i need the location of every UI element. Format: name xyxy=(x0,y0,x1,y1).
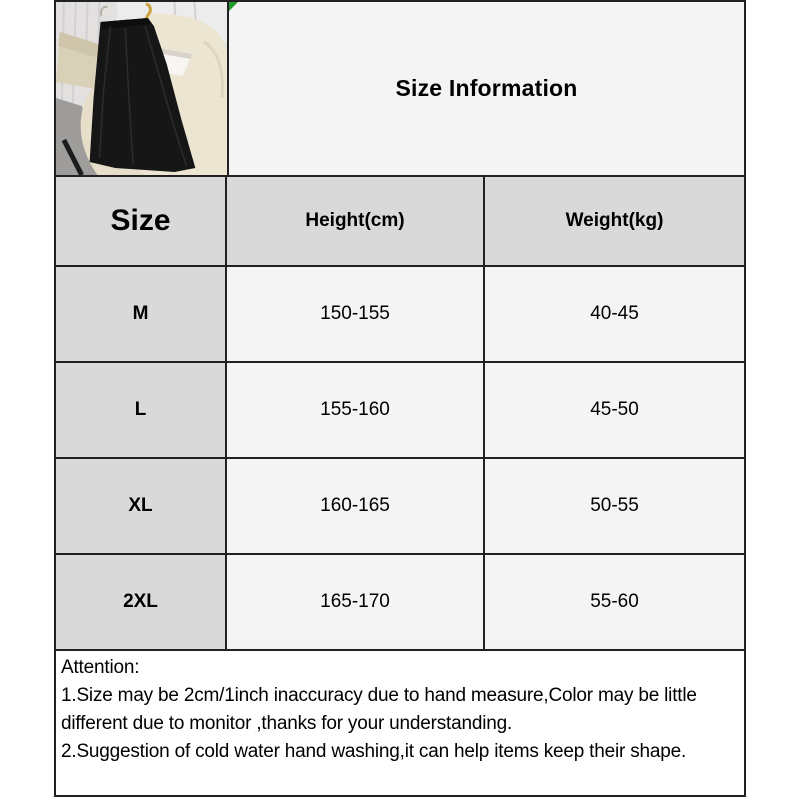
size-label: M xyxy=(56,267,227,361)
top-band xyxy=(56,2,744,177)
title-cell xyxy=(229,2,744,175)
weight-value: 45-50 xyxy=(485,363,744,457)
attention-section xyxy=(56,651,744,795)
table-row xyxy=(56,267,744,363)
weight-value: 40-45 xyxy=(485,267,744,361)
product-photo-art xyxy=(56,2,227,175)
height-value: 155-160 xyxy=(227,363,485,457)
size-label: L xyxy=(56,363,227,457)
table-row xyxy=(56,555,744,651)
weight-value: 55-60 xyxy=(485,555,744,649)
column-header-weight: Weight(kg) xyxy=(485,177,744,265)
column-header-size: Size xyxy=(56,177,227,265)
size-chart-sheet xyxy=(54,0,746,797)
table-row xyxy=(56,459,744,555)
attention-note-1: 1.Size may be 2cm/1inch inaccuracy due to hand measure,Color may be little different due to monitor ,thanks for your understanding. xyxy=(61,685,697,734)
height-value: 165-170 xyxy=(227,555,485,649)
product-photo xyxy=(56,2,229,175)
height-value: 160-165 xyxy=(227,459,485,553)
table-row xyxy=(56,363,744,459)
page-title: Size Information xyxy=(395,75,578,101)
table-header-row xyxy=(56,177,744,267)
weight-value: 50-55 xyxy=(485,459,744,553)
column-header-height: Height(cm) xyxy=(227,177,485,265)
attention-heading: Attention: xyxy=(61,657,140,678)
size-label: XL xyxy=(56,459,227,553)
cell-corner-marker-icon xyxy=(229,2,238,11)
height-value: 150-155 xyxy=(227,267,485,361)
attention-note-2: 2.Suggestion of cold water hand washing,it can help items keep their shape. xyxy=(61,741,687,762)
size-label: 2XL xyxy=(56,555,227,649)
